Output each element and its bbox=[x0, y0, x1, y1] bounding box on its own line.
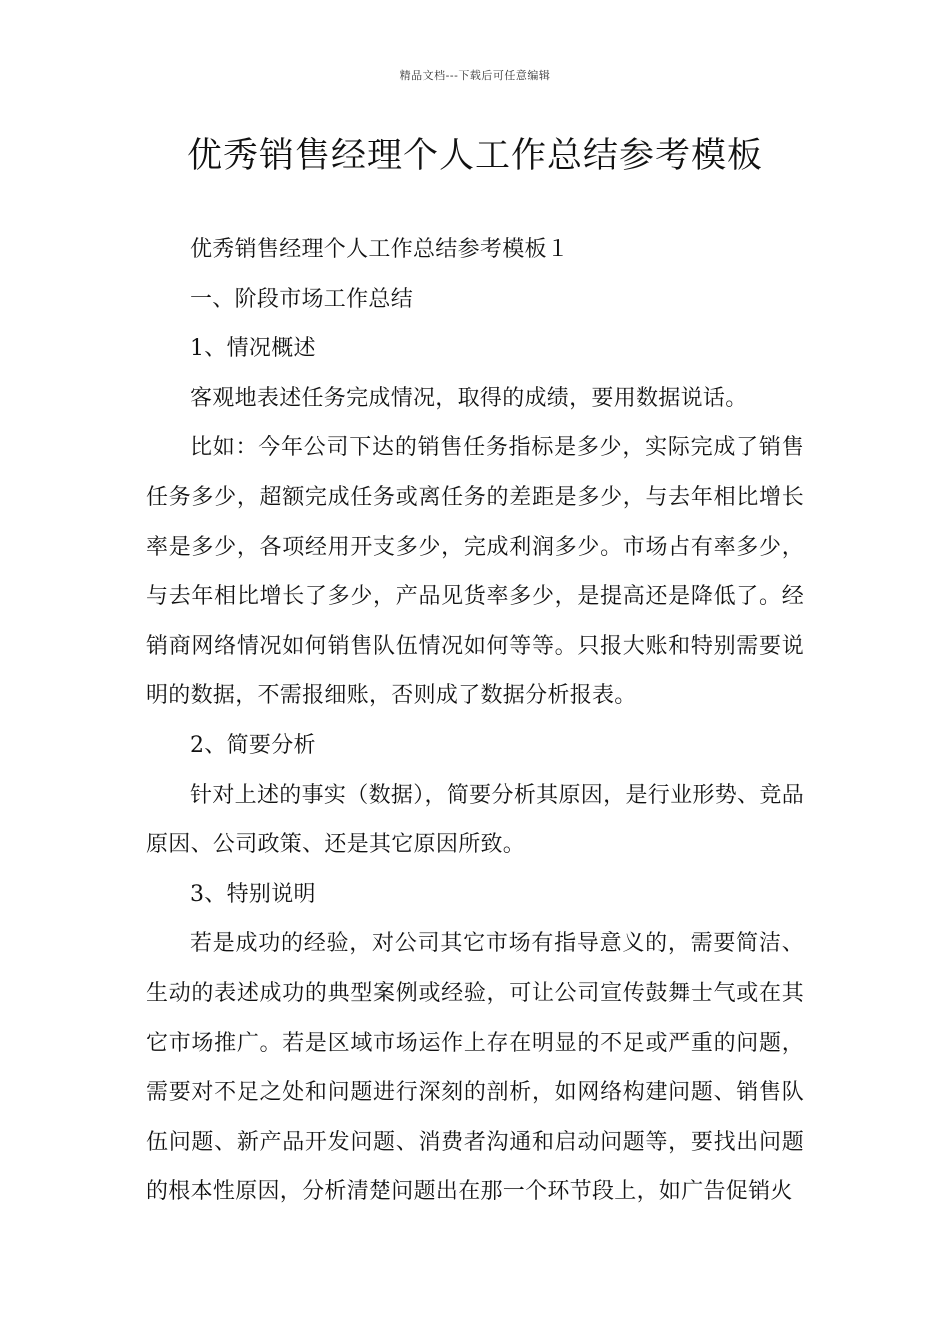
subsection-heading: 1、情况概述 bbox=[190, 336, 316, 362]
subsection-heading: 3、特别说明 bbox=[190, 881, 316, 907]
document-body bbox=[146, 225, 804, 1217]
subsection-heading: 2、简要分析 bbox=[190, 732, 316, 758]
subtitle-paragraph: 优秀销售经理个人工作总结参考模板１ bbox=[190, 237, 570, 262]
header-note: 精品文档---下载后可任意编辑 bbox=[399, 69, 551, 82]
body-paragraph: 比如：今年公司下达的销售任务指标是多少，实际完成了销售任务多少，超额完成任务或离任务的差距是多少，与去年相比增长率是多少，各项经用开支多少，完成利润多少。市场占有率多少，与去年相比增长了多少，产品见货率多少，是提高还是降低了。经销商网络情况如何销售队伍情况如何等等。只报大账和特别需要说明的数据，不需报细账，否则成了数据分析报表。 bbox=[146, 435, 804, 709]
body-paragraph: 客观地表述任务完成情况，取得的成绩，要用数据说话。 bbox=[190, 385, 748, 411]
section-heading: 一、阶段市场工作总结 bbox=[190, 286, 414, 312]
page-title: 优秀销售经理个人工作总结参考模板 bbox=[186, 136, 763, 176]
body-paragraph: 若是成功的经验，对公司其它市场有指导意义的，需要简洁、生动的表述成功的典型案例或经验，可让公司宣传鼓舞士气或在其它市场推广。若是区域市场运作上存在明显的不足或严重的问题，需要对不足之处和问题进行深刻的剖析，如网络构建问题、销售队伍问题、新产品开发问题、消费者沟通和启动问题等，要找出问题的根本性原因，分析清楚问题出在那一个环节段上，如广告促销火 bbox=[146, 931, 804, 1205]
body-paragraph: 针对上述的事实（数据），简要分析其原因，是行业形势、竞品原因、公司政策、还是其它原因所致。 bbox=[146, 782, 804, 858]
